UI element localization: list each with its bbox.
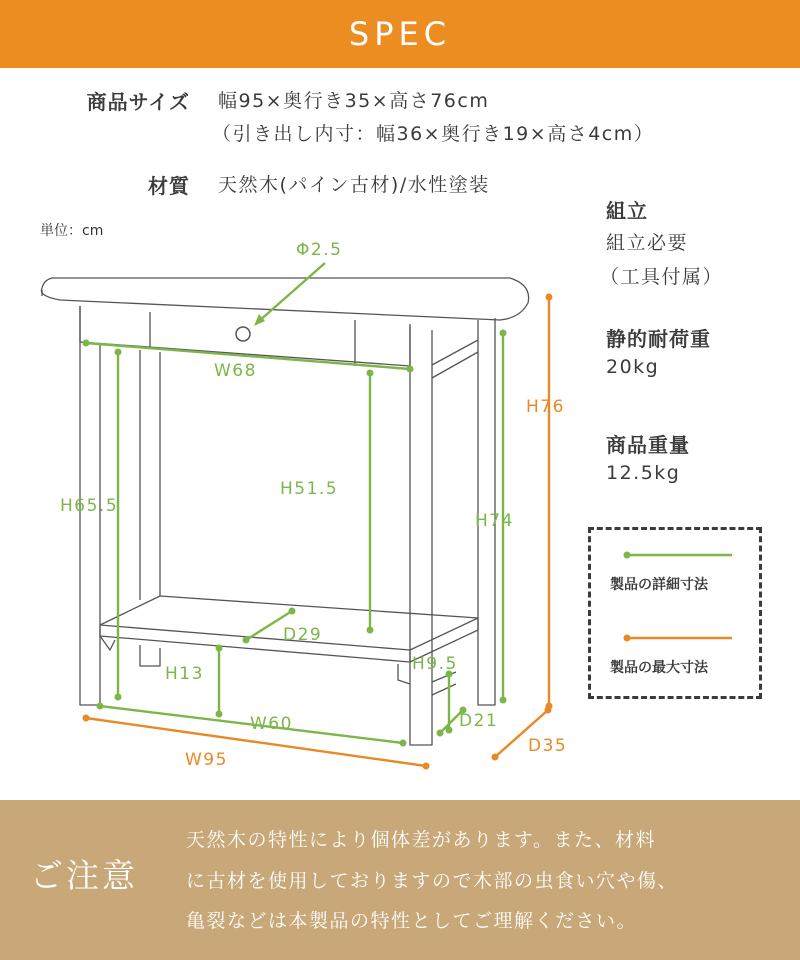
legend-max-label: 製品の最大寸法 bbox=[610, 660, 708, 676]
size-value: 幅95×奥行き35×高さ76cm bbox=[218, 90, 490, 112]
w95-label: W95 bbox=[185, 750, 228, 770]
legend-box bbox=[588, 527, 762, 699]
d35-label: D35 bbox=[528, 736, 568, 756]
assembly-required: 組立必要 bbox=[606, 232, 689, 254]
size-label: 商品サイズ bbox=[86, 90, 190, 114]
weight-value: 12.5kg bbox=[606, 462, 681, 484]
notice-line-2: に古材を使用しておりますので木部の虫食い穴や傷、 bbox=[186, 870, 679, 892]
knob-icon bbox=[236, 327, 250, 341]
phi-label: Φ2.5 bbox=[296, 240, 343, 260]
drawer-size-value: （引き出し内寸：幅36×奥行き19×高さ4cm） bbox=[212, 123, 655, 145]
d21-label: D21 bbox=[459, 711, 499, 731]
notice-line-1: 天然木の特性により個体差があります。また、材料 bbox=[186, 829, 656, 851]
h76-label: H76 bbox=[526, 397, 565, 417]
w68-label: W68 bbox=[214, 361, 257, 381]
header-title: SPEC bbox=[348, 15, 452, 53]
h95-label: H9.5 bbox=[412, 654, 458, 674]
notice-heading: ご注意 bbox=[30, 856, 138, 895]
h13-label: H13 bbox=[165, 664, 204, 684]
notice-line-3: 亀裂などは本製品の特性としてご理解ください。 bbox=[186, 910, 638, 932]
load-title: 静的耐荷重 bbox=[606, 327, 711, 351]
unit-label: 単位：cm bbox=[40, 223, 104, 239]
h74-label: H74 bbox=[475, 511, 514, 531]
load-value: 20kg bbox=[606, 356, 660, 378]
h655-label: H65.5 bbox=[60, 496, 119, 516]
tools-included: （工具付属） bbox=[600, 266, 724, 288]
legend-detail-label: 製品の詳細寸法 bbox=[610, 577, 708, 593]
max-dimension-lines bbox=[83, 294, 553, 770]
w60-label: W60 bbox=[250, 714, 293, 734]
assembly-title: 組立 bbox=[606, 199, 648, 223]
material-value: 天然木(パイン古材)/水性塗装 bbox=[218, 174, 490, 196]
notice-panel bbox=[0, 800, 800, 960]
d29-label: D29 bbox=[283, 625, 323, 645]
h515-label: H51.5 bbox=[280, 479, 339, 499]
material-label: 材質 bbox=[148, 174, 190, 198]
weight-title: 商品重量 bbox=[606, 433, 690, 457]
